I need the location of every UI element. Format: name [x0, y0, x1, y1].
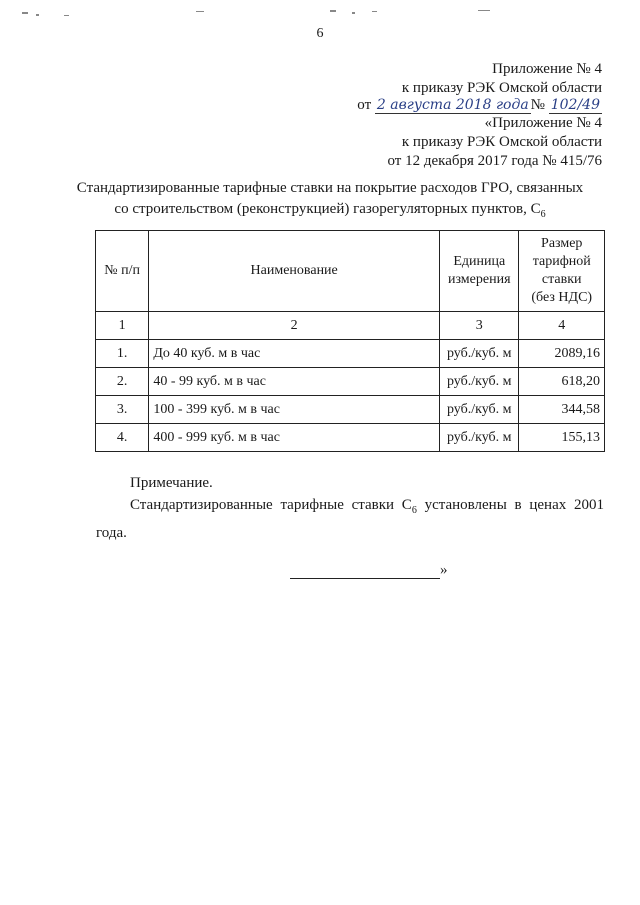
- signature-block: [290, 562, 448, 579]
- column-number-row: [96, 312, 605, 340]
- title-line-2-text: со строительством (реконструкцией) газорегуляторных пунктов, С: [114, 201, 541, 217]
- note-heading: Примечание.: [130, 475, 213, 491]
- row-num: 3.: [96, 396, 149, 424]
- header-rate-line-1: Размер: [541, 236, 583, 251]
- table-row: [96, 396, 605, 424]
- page-number: 6: [316, 26, 324, 41]
- note-text-part-1: Стандартизированные тарифные ставки С: [130, 497, 412, 513]
- column-number: 3: [440, 312, 519, 340]
- row-rate: 344,58: [519, 396, 605, 424]
- document-title: [60, 178, 600, 225]
- handwritten-date: 2 августа 2018 года: [376, 97, 529, 113]
- row-rate: 2089,16: [519, 340, 605, 368]
- header-num: № п/п: [96, 231, 149, 312]
- closing-quote: »: [440, 562, 448, 578]
- table-header-row: [96, 231, 605, 312]
- row-name: 40 - 99 куб. м в час: [149, 368, 440, 396]
- signature-line: [290, 564, 440, 579]
- appendix-line-3: [357, 97, 602, 114]
- header-rate-line-4: (без НДС): [531, 290, 593, 305]
- row-num: 4.: [96, 424, 149, 452]
- table-row: [96, 368, 605, 396]
- column-number: 2: [149, 312, 440, 340]
- handwritten-order-number: 102/49: [550, 97, 600, 113]
- row-num: 1.: [96, 340, 149, 368]
- row-unit: руб./куб. м: [440, 396, 519, 424]
- row-name: 100 - 399 куб. м в час: [149, 396, 440, 424]
- row-rate: 618,20: [519, 368, 605, 396]
- appendix-line-4: «Приложение № 4: [484, 115, 602, 131]
- appendix-line-5: к приказу РЭК Омской области: [401, 134, 602, 150]
- date-prefix: от: [357, 97, 372, 113]
- row-name: До 40 куб. м в час: [149, 340, 440, 368]
- row-unit: руб./куб. м: [440, 368, 519, 396]
- column-number: 1: [96, 312, 149, 340]
- header-name: Наименование: [149, 231, 440, 312]
- number-sign: №: [530, 97, 545, 113]
- row-unit: руб./куб. м: [440, 424, 519, 452]
- header-rate: [519, 231, 605, 312]
- header-unit-line-1: Единица: [453, 254, 506, 269]
- appendix-line-6: от 12 декабря 2017 года № 415/76: [387, 153, 602, 169]
- table-row: [96, 340, 605, 368]
- tariff-table: [95, 230, 605, 452]
- title-line-2: [60, 199, 600, 225]
- column-number: 4: [519, 312, 605, 340]
- note: [96, 472, 604, 544]
- row-unit: руб./куб. м: [440, 340, 519, 368]
- title-subscript: 6: [540, 209, 546, 220]
- row-rate: 155,13: [519, 424, 605, 452]
- row-num: 2.: [96, 368, 149, 396]
- appendix-line-1: Приложение № 4: [492, 61, 602, 77]
- appendix-line-2: к приказу РЭК Омской области: [401, 80, 602, 96]
- table-row: [96, 424, 605, 452]
- header-unit-line-2: измерения: [447, 272, 511, 287]
- title-line-1: Стандартизированные тарифные ставки на покрытие расходов ГРО, связанных: [76, 180, 584, 196]
- row-name: 400 - 999 куб. м в час: [149, 424, 440, 452]
- note-text-part-2: установлены в ценах 2001 года.: [96, 497, 604, 541]
- note-text: [96, 494, 604, 544]
- header-rate-line-2: тарифной: [532, 254, 591, 269]
- header-rate-line-3: ставки: [541, 272, 582, 287]
- note-subscript: 6: [411, 505, 417, 516]
- header-unit: [440, 231, 519, 312]
